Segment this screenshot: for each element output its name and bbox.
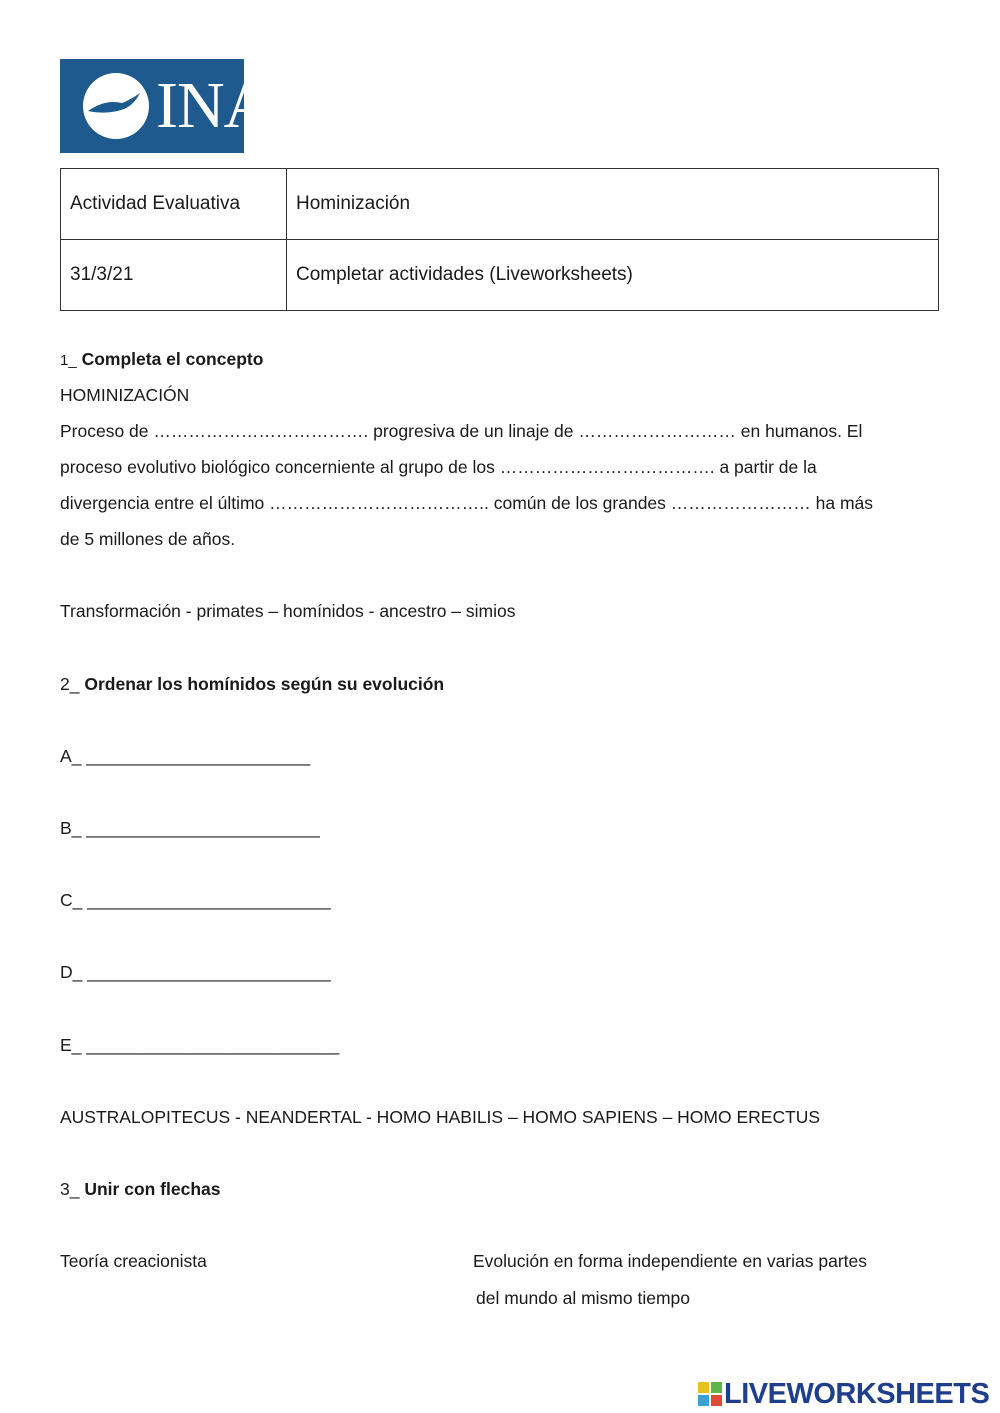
match-right-item-cont: del mundo al mismo tiempo: [476, 1288, 690, 1308]
section2-word-bank: AUSTRALOPITECUS - NEANDERTAL - HOMO HABILIS – HOMO SAPIENS – HOMO ERECTUS: [60, 1107, 821, 1127]
liveworksheets-logo-icon: [698, 1382, 722, 1406]
section1-heading: [60, 348, 263, 372]
section1-subtitle: HOMINIZACIÓN: [60, 385, 190, 405]
section1-number: 1_: [60, 352, 77, 369]
match-left-item[interactable]: Teoría creacionista: [60, 1251, 207, 1271]
date-cell: 31/3/21: [61, 240, 287, 311]
section2-title: Ordenar los homínidos según su evolución: [84, 674, 445, 694]
section1-line: de 5 millones de años.: [60, 529, 236, 549]
liveworksheets-brand[interactable]: LIVEWORKSHEETS: [724, 1378, 990, 1410]
ina-logo: [60, 59, 271, 153]
section2-heading: [60, 673, 444, 695]
table-row: [61, 169, 939, 240]
order-item-a[interactable]: A_ _______________________: [60, 746, 311, 766]
section3-heading: [60, 1178, 221, 1200]
bird-logo-icon: [60, 59, 156, 153]
logo-text: INA: [156, 69, 271, 142]
instructions-cell: Completar actividades (Liveworksheets): [287, 240, 939, 311]
table-row: [61, 240, 939, 311]
match-right-item[interactable]: Evolución en forma independiente en varias partes: [473, 1251, 867, 1271]
activity-type-cell: Actividad Evaluativa: [61, 169, 287, 240]
header-table: [60, 168, 939, 311]
section3-number: 3_: [60, 1179, 80, 1199]
section1-line: proceso evolutivo biológico concerniente al grupo de los ………………………………. a partir de la: [60, 457, 817, 477]
order-item-c[interactable]: C_ _________________________: [60, 890, 331, 910]
section1-line: divergencia entre el último ……………………………….. común de los grandes …………………… ha más: [60, 493, 874, 513]
topic-cell: Hominización: [287, 169, 939, 240]
order-item-e[interactable]: E_ __________________________: [60, 1035, 340, 1055]
order-item-b[interactable]: B_ ________________________: [60, 818, 320, 838]
section3-title: Unir con flechas: [84, 1179, 221, 1199]
section1-word-bank: Transformación - primates – homínidos - ancestro – simios: [60, 601, 516, 621]
section1-title: Completa el concepto: [81, 349, 264, 369]
section1-line: Proceso de ………………………………. progresiva de un linaje de ……………………… en humanos. El: [60, 421, 863, 441]
section2-number: 2_: [60, 674, 80, 694]
order-item-d[interactable]: D_ _________________________: [60, 962, 331, 982]
